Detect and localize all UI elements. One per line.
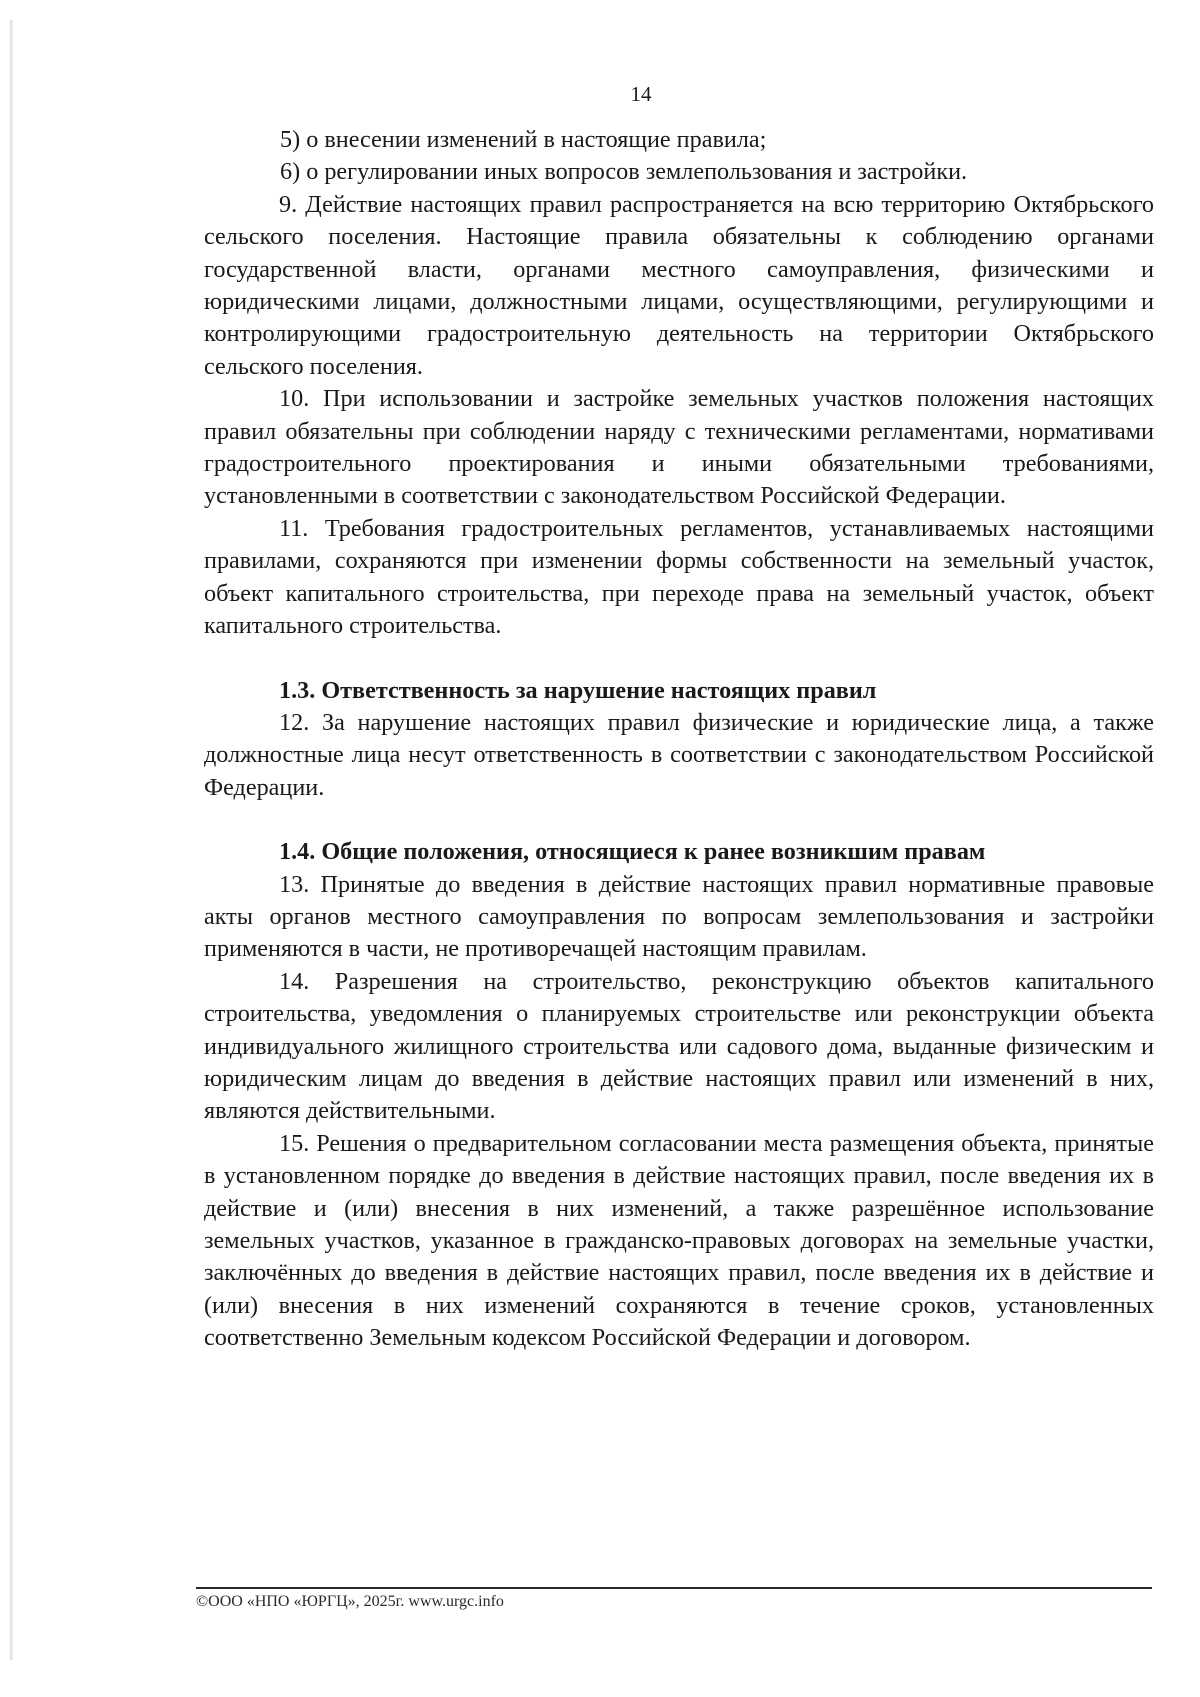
footer-divider bbox=[196, 1587, 1152, 1589]
section-heading-1-3: 1.3. Ответственность за нарушение настоящих правил bbox=[279, 676, 877, 704]
list-item-5: 5) о внесении изменений в настоящие правила; bbox=[280, 126, 767, 153]
paragraph-9: 9. Действие настоящих правил распространяется на всю территорию Октябрьского сельского поселения. Настоящие правила обязательны к соблюдению органами государственной власти, органами местного самоуправления, физическими и юридическими лицами, должностными лицами, осуществляющими, регулирующими и контролирующими градостроительную деятельность на территории Октябрьского сельского поселения. bbox=[204, 190, 1154, 380]
paragraph-15: 15. Решения о предварительном согласовании места размещения объекта, принятые в установленном порядке до введения в действие настоящих правил, после введения их в действие и (или) внесения в них изменений, а также разрешённое использование земельных участков, указанное в гражданско-правовых договорах на земельные участки, заключённых до введения в действие настоящих правил, после введения их в действие и (или) внесения в них изменений сохраняются в течение сроков, установленных соответственно Земельным кодексом Российской Федерации и договором. bbox=[204, 1129, 1154, 1352]
paragraph-13: 13. Принятые до введения в действие настоящих правил нормативные правовые акты органов местного самоуправления по вопросам землепользования и застройки применяются в части, не противоречащей настоящим правилам. bbox=[204, 870, 1154, 963]
paragraph-11: 11. Требования градостроительных регламентов, устанавливаемых настоящими правилами, сохраняются при изменении формы собственности на земельный участок, объект капитального строительства, при переходе права на земельный участок, объект капитального строительства. bbox=[204, 514, 1154, 640]
section-heading-1-4: 1.4. Общие положения, относящиеся к ранее возникшим правам bbox=[279, 838, 986, 866]
paragraph-14: 14. Разрешения на строительство, реконструкцию объектов капитального строительства, уведомления о планируемых строительстве или реконструкции объекта индивидуального жилищного строительства или садового дома, выданные физическим и юридическим лицам до введения в действие настоящих правил или изменений в них, являются действительными. bbox=[204, 967, 1154, 1125]
scan-edge-shadow bbox=[10, 20, 13, 1660]
paragraph-10: 10. При использовании и застройке земельных участков положения настоящих правил обязательны при соблюдении наряду с техническими регламентами, нормативами градостроительного проектирования и иными обязательными требованиями, установленными в соответствии с законодательством Российской Федерации. bbox=[204, 385, 1154, 510]
page-number: 14 bbox=[630, 82, 652, 106]
document-body bbox=[204, 124, 1154, 1355]
footer-copyright: ©ООО «НПО «ЮРГЦ», 2025г. www.urgc.info bbox=[196, 1593, 504, 1610]
list-item-6: 6) о регулировании иных вопросов землепользования и застройки. bbox=[280, 158, 968, 186]
paragraph-12: 12. За нарушение настоящих правил физические и юридические лица, а также должностные лица несут ответственность в соответствии с законодательством Российской Федерации. bbox=[204, 708, 1154, 801]
